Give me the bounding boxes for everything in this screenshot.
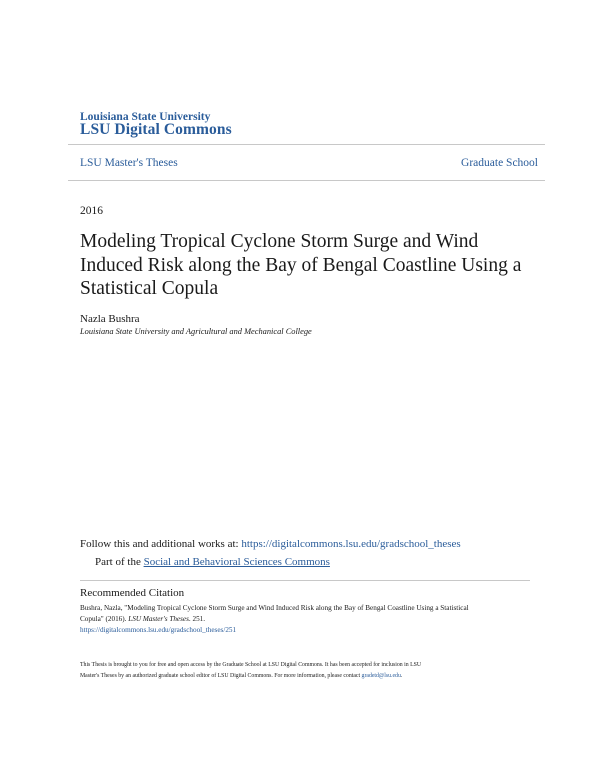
repository-name[interactable]: LSU Digital Commons — [80, 121, 232, 138]
author-name: Nazla Bushra — [80, 313, 140, 325]
thesis-title: Modeling Tropical Cyclone Storm Surge and Wind Induced Risk along the Bay of Bengal Coastline Using a Statistical Copula — [80, 231, 522, 299]
part-of-label: Part of the — [95, 556, 141, 568]
header-divider — [68, 144, 545, 145]
part-of-line — [95, 556, 330, 568]
citation-divider — [80, 580, 530, 581]
contact-email-link[interactable]: gradetd@lsu.edu — [361, 673, 401, 679]
institution-name[interactable]: Louisiana State University — [80, 111, 211, 123]
collection-url[interactable]: https://digitalcommons.lsu.edu/gradschool_theses — [241, 538, 461, 550]
school-link[interactable]: Graduate School — [461, 157, 538, 169]
citation-series: LSU Master's Theses — [128, 615, 189, 623]
citation-line-1: Bushra, Nazla, "Modeling Tropical Cyclone Storm Surge and Wind Induced Risk along the Bay of Bengal Coastline Using a Statistical — [80, 604, 469, 612]
access-suffix: . — [400, 673, 403, 679]
access-line-1: This Thesis is brought to you for free and open access by the Graduate School at LSU Digital Commons. It has been accepted for inclusion in LSU — [80, 662, 422, 668]
access-line-2 — [80, 671, 530, 682]
access-prefix: Master's Theses by an authorized graduate school editor of LSU Digital Commons. For more information, please contact — [80, 673, 362, 679]
follow-label: Follow this and additional works at: — [80, 538, 239, 550]
commons-link[interactable]: Social and Behavioral Sciences Commons — [143, 556, 330, 568]
citation-line-2 — [80, 614, 530, 625]
author-affiliation: Louisiana State University and Agricultural and Mechanical College — [80, 327, 312, 336]
citation-heading: Recommended Citation — [80, 587, 185, 599]
nav-divider — [68, 180, 545, 181]
access-statement — [80, 660, 530, 682]
citation-suffix: . 251. — [188, 615, 206, 623]
citation-text — [80, 603, 530, 636]
series-link[interactable]: LSU Master's Theses — [80, 157, 178, 169]
follow-line — [80, 538, 461, 550]
publication-year: 2016 — [80, 205, 103, 217]
citation-prefix: Copula" (2016). — [80, 615, 129, 623]
citation-url[interactable]: https://digitalcommons.lsu.edu/gradschool_theses/251 — [80, 626, 237, 634]
